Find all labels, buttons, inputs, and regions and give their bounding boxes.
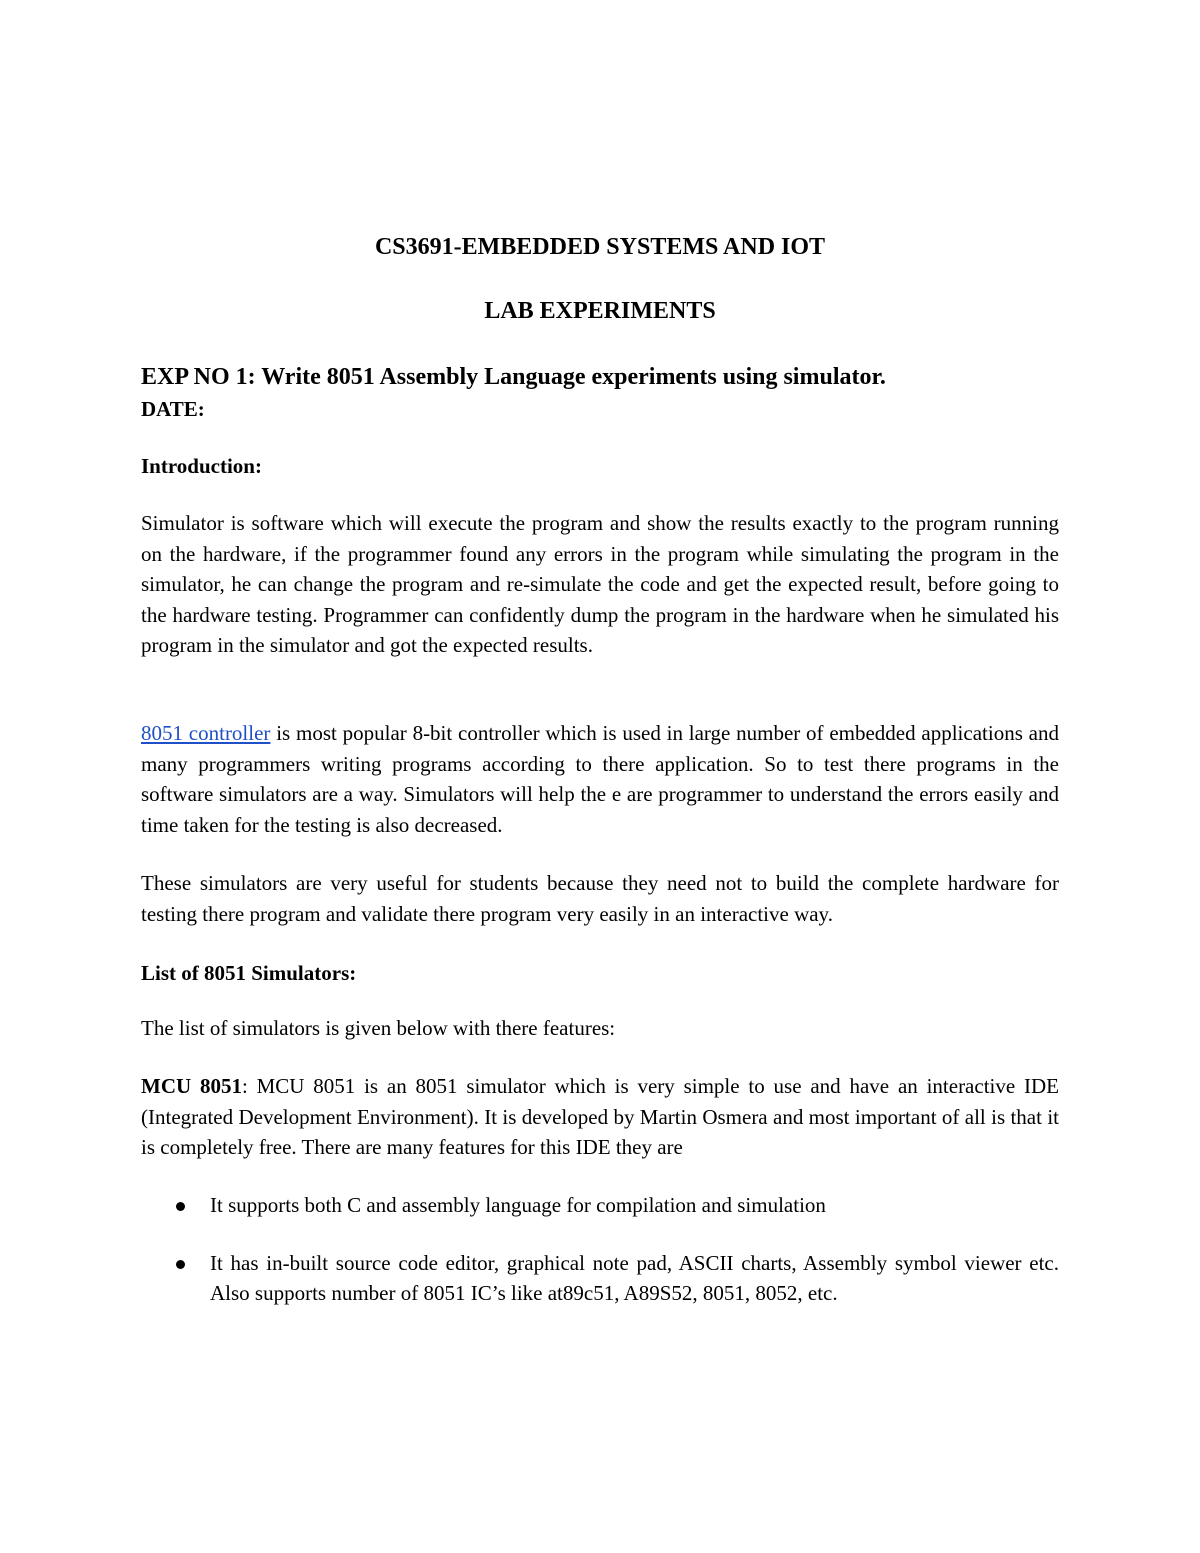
experiment-heading: EXP NO 1: Write 8051 Assembly Language experiments using simulator.	[141, 364, 886, 390]
mcu-paragraph	[141, 1071, 1059, 1163]
controller-paragraph-text: is most popular 8-bit controller which is used in large number of embedded applications and many programmers writing programs according to there application. So to test there programs in the software simulators are a way. Simulators will help the e are programmer to understand the errors easily and time taken for the testing is also decreased.	[141, 721, 1059, 837]
controller-link[interactable]: 8051 controller	[141, 721, 271, 745]
students-paragraph: These simulators are very useful for students because they need not to build the complete hardware for testing there program and validate there program very easily in an interactive way.	[141, 871, 1059, 926]
controller-paragraph	[141, 718, 1059, 840]
introduction-heading: Introduction:	[141, 454, 262, 478]
feature-item: It supports both C and assembly language for compilation and simulation	[210, 1193, 826, 1217]
bullet-icon	[176, 1260, 185, 1269]
section-title: LAB EXPERIMENTS	[484, 298, 716, 324]
mcu-name: MCU 8051	[141, 1074, 242, 1098]
bullet-icon	[176, 1202, 185, 1211]
intro-paragraph: Simulator is software which will execute the program and show the results exactly to the program running on the hardware, if the programmer found any errors in the program while simulating the program in the simulator, he can change the program and re-simulate the code and get the expected result, before going to the hardware testing. Programmer can confidently dump the program in the hardware when he simulated his program in the simulator and got the expected results.	[141, 511, 1059, 658]
list-heading: List of 8051 Simulators:	[141, 961, 357, 985]
course-title: CS3691-EMBEDDED SYSTEMS AND IOT	[374, 234, 826, 260]
list-intro: The list of simulators is given below with there features:	[141, 1016, 616, 1040]
feature-item: It has in-built source code editor, graphical note pad, ASCII charts, Assembly symbol viewer etc. Also supports number of 8051 IC’s like at89c51, A89S52, 8051, 8052, etc.	[210, 1251, 1059, 1305]
mcu-description: : MCU 8051 is an 8051 simulator which is very simple to use and have an interactive IDE (Integrated Development Environment). It is developed by Martin Osmera and most important of all is that it is completely free. There are many features for this IDE they are	[141, 1074, 1059, 1160]
date-label: DATE:	[141, 397, 205, 421]
